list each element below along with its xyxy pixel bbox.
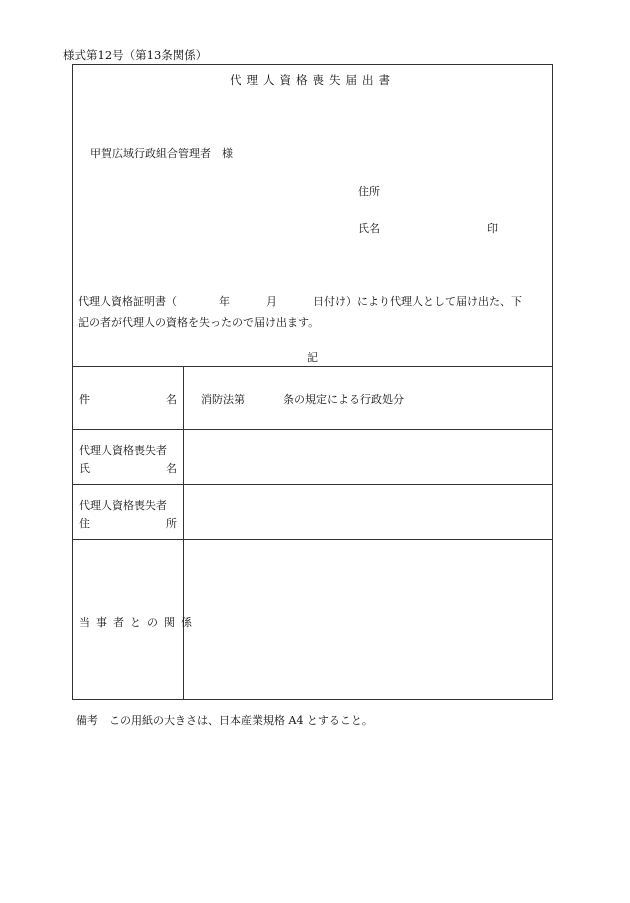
agent-name-label-b: 名 <box>166 462 177 475</box>
relation-label: 当事者との関係 <box>79 616 198 629</box>
divider <box>72 429 553 430</box>
agent-address-label-line1: 代理人資格喪失者 <box>79 499 167 512</box>
case-value-b: 条の規定による行政処分 <box>283 393 404 406</box>
case-value <box>201 391 404 407</box>
divider <box>72 366 553 367</box>
case-label <box>79 391 177 407</box>
address-label: 住所 <box>358 185 380 198</box>
year-label: 年 <box>219 295 230 308</box>
case-label-b: 名 <box>166 393 177 406</box>
column-divider <box>183 366 184 700</box>
document-title: 代理人資格喪失届出書 <box>230 73 395 87</box>
divider <box>72 484 553 485</box>
addressee: 甲賀広域行政組合管理者 様 <box>90 147 233 160</box>
divider <box>72 539 553 540</box>
case-label-a: 件 <box>79 393 90 406</box>
case-value-a: 消防法第 <box>201 393 245 406</box>
name-label: 氏名 <box>358 222 380 235</box>
form-number: 様式第12号（第13条関係） <box>63 48 208 62</box>
agent-name-label <box>79 442 177 476</box>
agent-name-label-line1: 代理人資格喪失者 <box>79 444 167 457</box>
body-line1-end: 日付け）により代理人として届け出た、下 <box>313 295 522 308</box>
agent-name-label-a: 氏 <box>79 462 90 475</box>
body-line2: 記の者が代理人の資格を失ったので届け出ます。 <box>78 316 320 329</box>
agent-address-label-b: 所 <box>166 517 177 530</box>
body-line1-start: 代理人資格証明書（ <box>78 295 177 308</box>
agent-address-label-a: 住 <box>79 517 90 530</box>
body-text <box>78 291 548 333</box>
seal-label: 印 <box>487 222 498 235</box>
agent-address-label <box>79 497 177 531</box>
ki-label: 記 <box>307 351 318 364</box>
footnote: 備考 この用紙の大きさは、日本産業規格 A4 とすること。 <box>76 714 373 727</box>
month-label: 月 <box>266 295 277 308</box>
